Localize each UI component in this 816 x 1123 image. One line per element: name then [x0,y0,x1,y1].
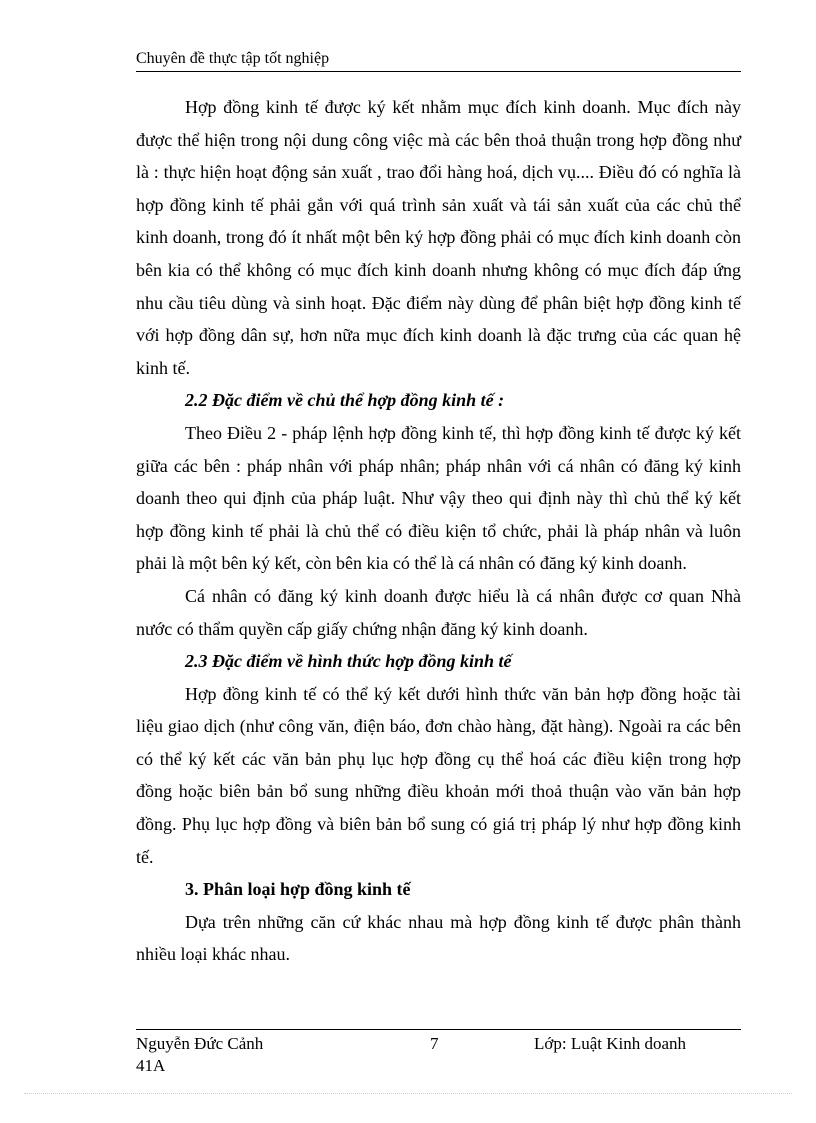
section-heading-3: 3. Phân loại hợp đồng kinh tế [185,879,411,900]
footer-author-block [136,1033,263,1077]
footer-divider [136,1029,741,1030]
page-header [136,49,741,72]
header-title: Chuyên đề thực tập tốt nghiệp [136,50,330,67]
document-body [136,91,741,971]
paragraph-purpose: Hợp đồng kinh tế được ký kết nhằm mục đích kinh doanh. Mục đích này được thể hiện trong nội dung công việc mà các bên thoả thuận trong hợp đồng như là : thực hiện hoạt động sản xuất , trao đổi hàng hoá, dịch vụ.... Điều đó có nghĩa là hợp đồng kinh tế phải gắn với quá trình sản xuất và tái sản xuất của các chủ thể kinh doanh, trong đó ít nhất một bên ký hợp đồng phải có mục đích kinh doanh còn bên kia có thể không có mục đích kinh doanh nhưng không có mục đích đáp ứng nhu cầu tiêu dùng và sinh hoạt. Đặc điểm này dùng để phân biệt hợp đồng kinh tế với hợp đồng dân sự, hơn nữa mục đích kinh doanh là đặc trưng của các quan hệ kinh tế. [136,97,741,378]
page-boundary [24,1093,792,1094]
footer-author: Nguyễn Đức Cảnh [136,1034,264,1053]
section-heading-2-2: 2.2 Đặc điểm về chủ thể hợp đồng kinh tế : [185,390,505,411]
section-heading-2-3: 2.3 Đặc điểm về hình thức hợp đồng kinh tế [185,651,512,672]
paragraph-classification: Dựa trên những căn cứ khác nhau mà hợp đồng kinh tế được phân thành nhiều loại khác nhau. [136,911,741,965]
page-number: 7 [430,1034,439,1053]
footer-class: Lớp: Luật Kinh doanh [534,1034,687,1053]
footer-cohort: 41A [136,1056,166,1075]
paragraph-form: Hợp đồng kinh tế có thể ký kết dưới hình thức văn bản hợp đồng hoặc tài liệu giao dịch (như công văn, điện báo, đơn chào hàng, đặt hàng). Ngoài ra các bên có thể ký kết các văn bản phụ lục hợp đồng cụ thể hoá các điều kiện trong hợp đồng hoặc biên bản bổ sung những điều khoản mới thoả thuận vào văn bản hợp đồng. Phụ lục hợp đồng và biên bản bổ sung có giá trị pháp lý như hợp đồng kinh tế. [136,683,741,867]
paragraph-individual: Cá nhân có đăng ký kinh doanh được hiểu là cá nhân được cơ quan Nhà nước có thẩm quyền cấp giấy chứng nhận đăng ký kinh doanh. [136,585,741,639]
paragraph-parties: Theo Điều 2 - pháp lệnh hợp đồng kinh tế, thì hợp đồng kinh tế được ký kết giữa các bên : pháp nhân với pháp nhân; pháp nhân với cá nhân có đăng ký kinh doanh theo qui định của pháp luật. Như vậy theo qui định này thì chủ thể ký kết hợp đồng kinh tế phải là chủ thể có điều kiện tổ chức, phải là pháp nhân và luôn phải là một bên ký kết, còn bên kia có thể là cá nhân có đăng ký kinh doanh. [136,422,741,574]
